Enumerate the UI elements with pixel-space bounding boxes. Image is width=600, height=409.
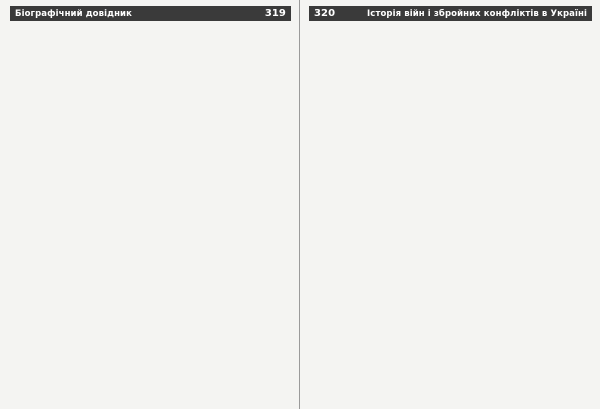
right-page [300,0,600,409]
left-page-header [10,6,291,21]
right-page-number: 320 [314,8,336,19]
left-page-body [10,24,291,404]
left-page-number: 319 [264,8,286,19]
left-header-title: Біографічний довідник [15,8,132,19]
right-page-body [309,24,592,404]
right-page-header [309,6,592,21]
right-header-title: Історія війн і збройних конфліктів в Україні [367,8,587,19]
